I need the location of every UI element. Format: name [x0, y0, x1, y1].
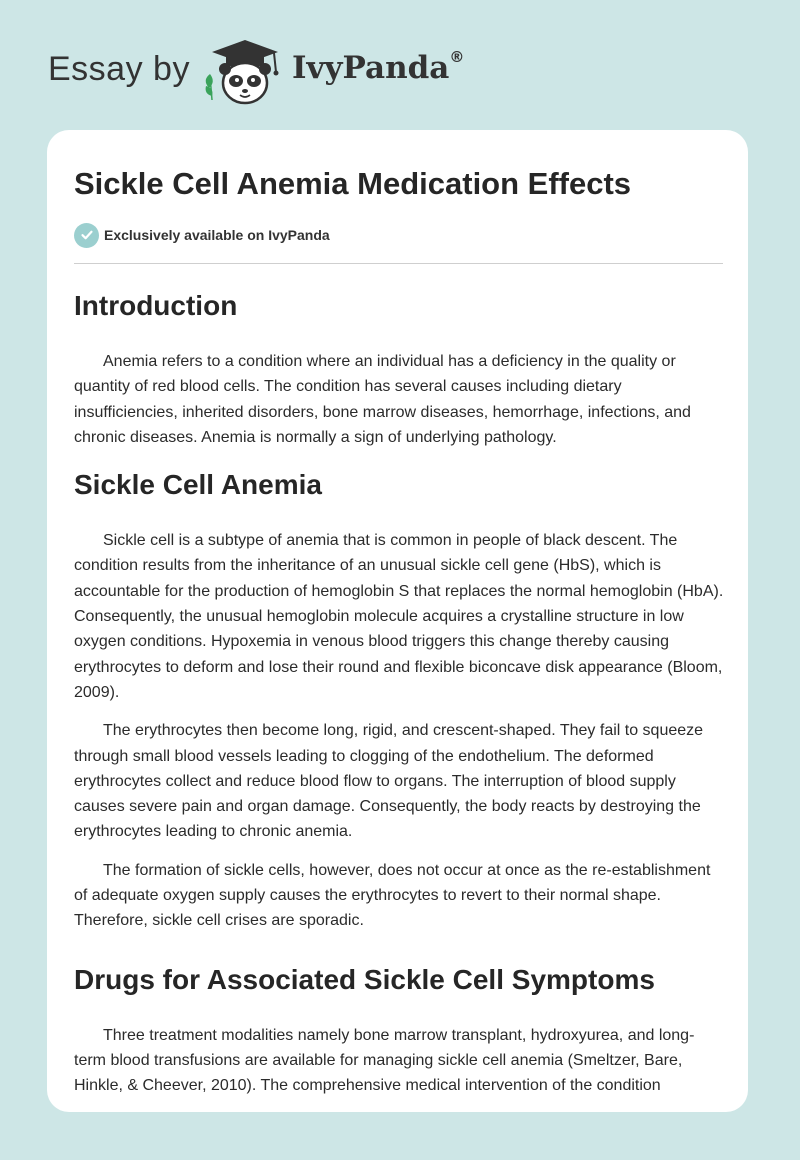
brand-name[interactable]: IvyPanda® — [292, 48, 465, 86]
badge-text: Exclusively available on IvyPanda — [104, 227, 330, 243]
paragraph: Sickle cell is a subtype of anemia that is common in people of black descent. The condition results from the inheritance of an unusual sickle cell gene (HbS), which is accountable for the production of hemoglobin S that replaces the normal hemoglobin (HbA). Consequently, the unusual hemoglobin molecule acquires a crystalline structure in low oxygen conditions. Hypoxemia in venous blood triggers this change thereby causing erythrocytes to deform and lose their round and flexible biconcave disk appearance (Bloom, 2009). — [74, 532, 724, 701]
section-heading-sickle-cell-anemia: Sickle Cell Anemia — [74, 469, 322, 501]
site-header — [0, 0, 800, 130]
section-heading-introduction: Introduction — [74, 290, 238, 321]
panda-logo-icon[interactable] — [200, 36, 290, 110]
paragraph: The erythrocytes then become long, rigid, and crescent-shaped. They fail to squeeze through small blood vessels leading to clogging of the endothelium. The deformed erythrocytes collect and reduce blood flow to organs. The interruption of blood supply causes severe pain and organ damage. Consequently, the body reacts by destroying the erythrocytes leading to chronic anemia. — [74, 722, 704, 841]
divider — [74, 263, 723, 264]
brand-prefix: Essay by — [48, 50, 190, 88]
paragraph: Three treatment modalities namely bone marrow transplant, hydroxyurea, and long-term blood transfusions are available for managing sickle cell anemia (Smeltzer, Bare, Hinkle, & Cheever, 2010). The comprehensive medical intervention of the condition — [74, 1026, 695, 1095]
page-title: Sickle Cell Anemia Medication Effects — [74, 166, 632, 201]
paragraph: Anemia refers to a condition where an individual has a deficiency in the quality or quantity of red blood cells. The condition has several causes including dietary insufficiencies, inherited disorders, bone marrow diseases, hemorrhage, infections, and chronic diseases. Anemia is normally a sign of underlying pathology. — [74, 353, 691, 446]
section-heading-drugs: Drugs for Associated Sickle Cell Symptoms — [74, 963, 655, 995]
registered-mark: ® — [449, 48, 465, 66]
exclusive-badge — [74, 222, 722, 248]
paragraph: The formation of sickle cells, however, does not occur at once as the re-establishment of adequate oxygen supply causes the erythrocytes to revert to their normal shape. Therefore, sickle cell crises are sporadic. — [74, 861, 711, 930]
check-circle-icon — [74, 223, 99, 248]
essay-card — [47, 130, 748, 1112]
